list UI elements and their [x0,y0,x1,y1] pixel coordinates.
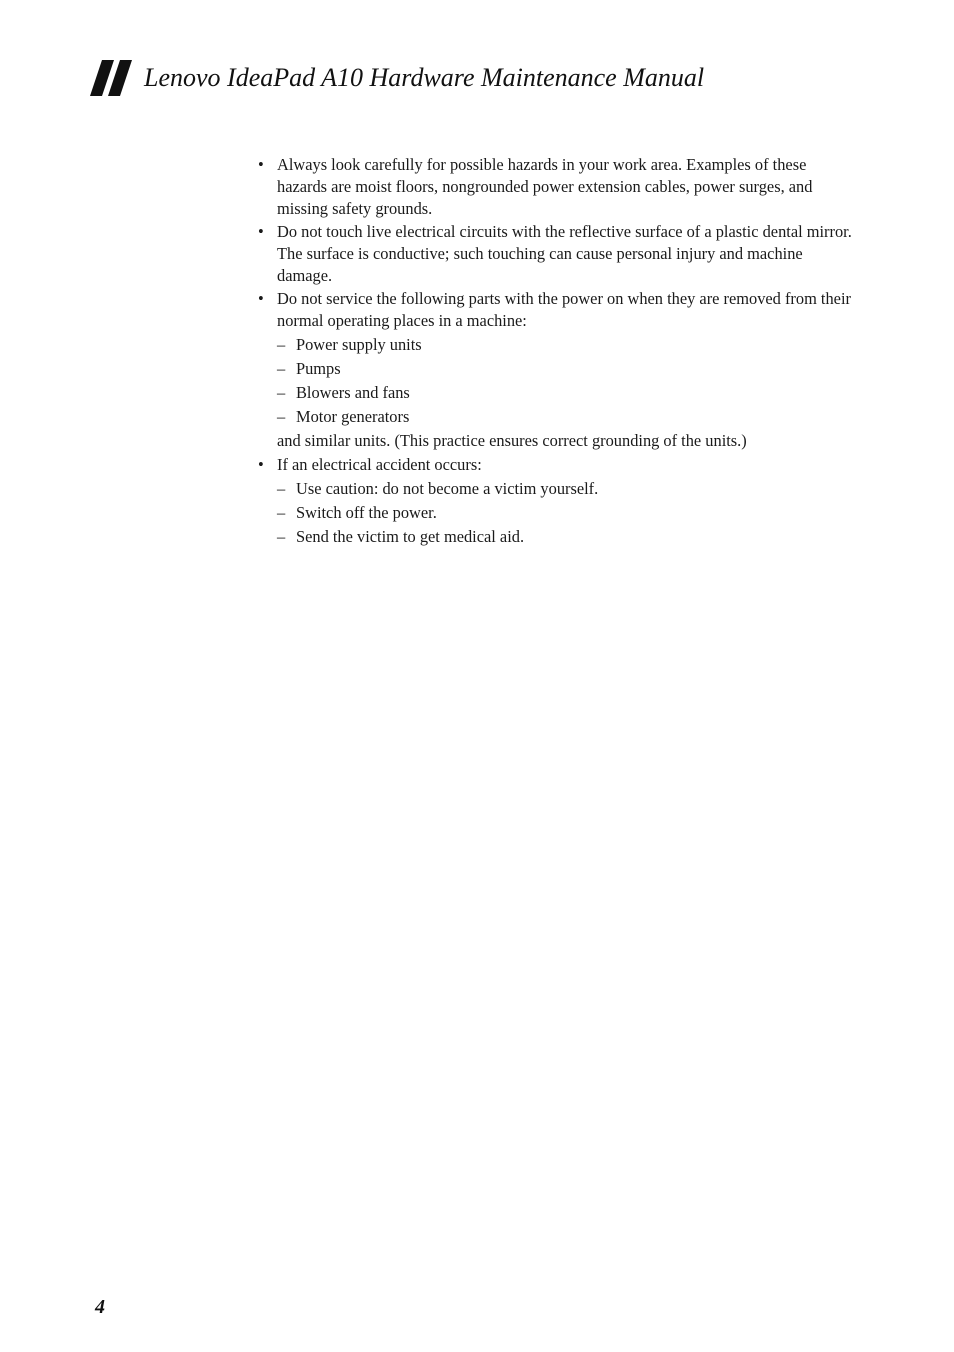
list-item [256,288,856,452]
bullet-text: Always look carefully for possible hazards in your work area. Examples of these hazards are moist floors, nongrounded power extension cables, power surges, and missing safety grounds. [277,155,813,218]
dash-mark: – [277,407,286,426]
dash-mark: – [277,383,286,402]
dash-mark: – [277,503,286,522]
sub-list-item [277,526,856,548]
double-slash-icon [90,60,136,96]
page-number: 4 [95,1296,105,1318]
bullet-mark: • [258,155,264,174]
bullet-mark: • [258,289,264,308]
page-header [90,58,704,98]
dash-mark: – [277,359,286,378]
list-item [256,154,856,220]
list-item [256,221,856,287]
continuation-text: and similar units. (This practice ensures correct grounding of the units.) [277,431,747,450]
sub-list-item [277,406,856,428]
sub-list-item [277,502,856,524]
sub-list-item [277,478,856,500]
sub-list-item [277,382,856,404]
bullet-text: Do not service the following parts with the power on when they are removed from their normal operating places in a machine: [277,289,851,330]
sub-item-text: Power supply units [296,335,422,354]
manual-title: Lenovo IdeaPad A10 Hardware Maintenance Manual [144,63,705,92]
bullet-mark: • [258,222,264,241]
sub-item-text: Send the victim to get medical aid. [296,527,525,546]
bullet-text: Do not touch live electrical circuits with the reflective surface of a plastic dental mirror. The surface is conductive; such touching can cause personal injury and machine damage. [277,222,852,285]
dash-mark: – [277,479,286,498]
sub-item-text: Switch off the power. [296,503,437,522]
sub-list-item [277,358,856,380]
safety-list [256,154,856,550]
sub-list-item [277,334,856,356]
list-item [256,454,856,548]
sub-item-text: Pumps [296,359,341,378]
sub-item-text: Blowers and fans [296,383,410,402]
bullet-mark: • [258,455,264,474]
bullet-text: If an electrical accident occurs: [277,455,482,474]
sub-item-text: Motor generators [296,407,410,426]
dash-mark: – [277,527,286,546]
dash-mark: – [277,335,286,354]
sub-item-text: Use caution: do not become a victim yourself. [296,479,599,498]
